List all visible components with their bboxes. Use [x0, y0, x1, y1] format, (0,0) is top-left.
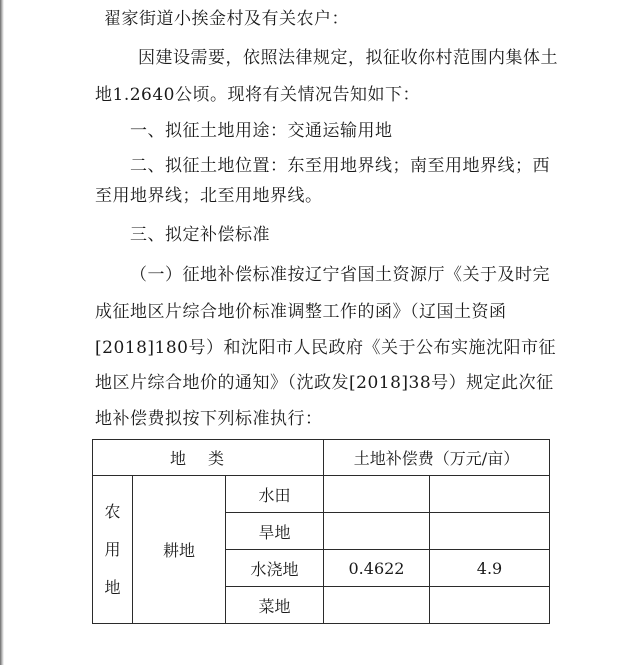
- total-cell: [430, 587, 550, 624]
- land-type-cell: 菜地: [226, 587, 324, 624]
- group-char: 地: [104, 577, 121, 597]
- sub1-line-1: （一）征地补偿标准按辽宁省国土资源厅《关于及时完: [130, 265, 550, 285]
- subgroup-cell-cultivated: 耕地: [133, 476, 226, 624]
- fee-cell: [324, 476, 430, 513]
- sub1-line-5: 地补偿费拟按下列标准执行：: [95, 409, 323, 429]
- group-cell-farmland: [93, 476, 133, 624]
- fee-cell: 0.4622: [324, 550, 430, 587]
- header-category: [93, 440, 324, 476]
- header-category-label: 地类: [169, 449, 246, 468]
- land-type-cell: 旱地: [226, 513, 324, 550]
- sub1-line-4: 地区片综合地价的通知》（沈政发[2018]38号）规定此次征: [95, 373, 554, 393]
- land-type-cell: 水浇地: [226, 550, 324, 587]
- fee-cell: [324, 513, 430, 550]
- addressee-line: 翟家街道小挨金村及有关农户：: [104, 9, 349, 29]
- intro-line-1: 因建设需要，依照法律规定，拟征收你村范围内集体土: [138, 48, 558, 68]
- fee-cell: [324, 587, 430, 624]
- item3-heading: 三、拟定补偿标准: [130, 225, 270, 245]
- table-header-row: [93, 440, 550, 476]
- header-fee: 土地补偿费（万元/亩）: [324, 440, 550, 476]
- sub1-line-2: 成征地区片综合地价标准调整工作的函》（辽国土资函: [95, 302, 507, 322]
- total-cell: [430, 513, 550, 550]
- sub1-line-3: [2018]180号）和沈阳市人民政府《关于公布实施沈阳市征: [95, 338, 556, 358]
- item2-line-2: 至用地界线；北至用地界线。: [95, 186, 323, 206]
- intro-line-2: 地1.2640公顷。现将有关情况告知如下：: [95, 85, 420, 105]
- land-type-cell: 水田: [226, 476, 324, 513]
- group-char: 农: [104, 501, 121, 521]
- page-edge-shadow: [0, 0, 4, 665]
- group-char: 用: [104, 539, 121, 559]
- compensation-table: [92, 439, 550, 624]
- item1-land-use: 一、拟征土地用途：交通运输用地: [130, 121, 393, 141]
- table-row: [93, 476, 550, 513]
- item2-line-1: 二、拟征土地位置：东至用地界线；南至用地界线；西: [130, 156, 550, 176]
- total-cell: [430, 476, 550, 513]
- total-cell: 4.9: [430, 550, 550, 587]
